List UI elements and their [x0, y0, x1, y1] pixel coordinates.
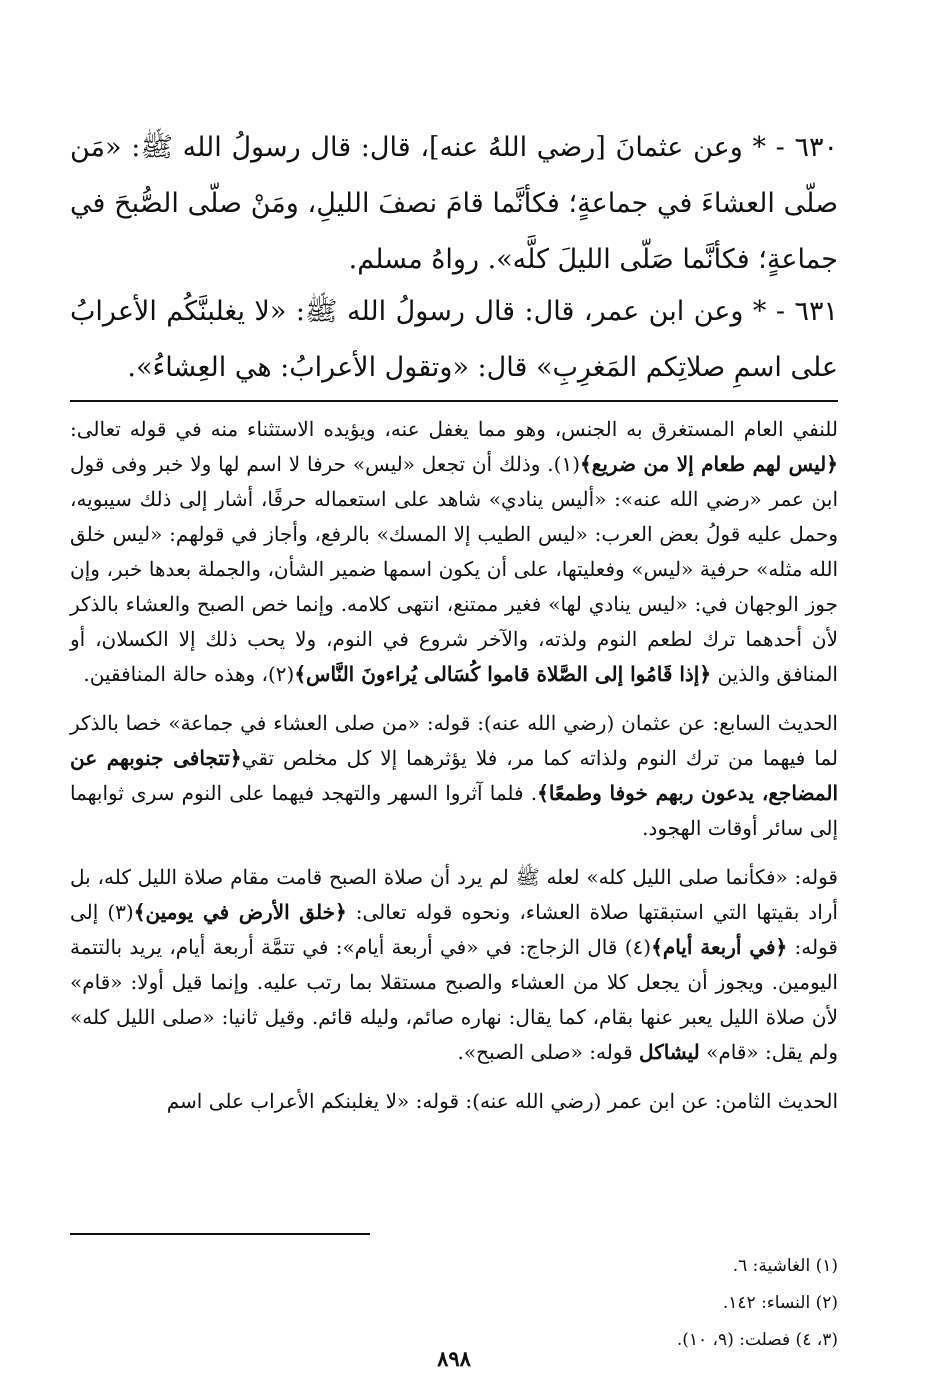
paragraph-text: الحديث الثامن: عن ابن عمر (رضي الله عنه): قوله: «لا يغلبنكم الأعراب على اسم: [166, 1089, 838, 1113]
quoted-text: ليشاكل: [639, 1040, 700, 1064]
paragraph-text: (٤) قال الزجاج: في «في أربعة أيام»: في تتمَّة أربعة أيام، يريد بالتتمة اليومين. ويجوز أن يجعل كلا من العشاء والصبح مستقلا بما رتب عليه. وإنما قيل أولا: «قام» لأن صلاة الليل يعبر عنها بقام، كما يقال: نهاره صائم، وليله قائم. وقيل ثانيا: «صلى الليل كله» ولم يقل: «قام»: [70, 935, 838, 1064]
quoted-text: ﴿تتجافى جنوبهم عن المضاجع، يدعون ربهم خوفا وطمعًا﴾: [70, 746, 838, 805]
quoted-text: ﴿في أربعة أيام﴾: [651, 935, 788, 959]
footnote-3: (٣، ٤) فصلت: (٩، ١٠).: [676, 1330, 838, 1350]
paragraph-text: (٢)، وهذه حالة المنافقين.: [83, 662, 295, 686]
commentary-paragraph: [70, 412, 838, 692]
footnote-2: (٢) النساء: ١٤٢.: [722, 1293, 838, 1313]
paragraph-text: قوله: «فكأنما صلى الليل كله» لعله ﷺ لم يرد أن صلاة الصبح قامت مقام صلاة الليل كله، بل أراد بقيتها التي استبقتها صلاة العشاء، ونحوه قوله تعالى:: [70, 865, 838, 924]
commentary-separator: [70, 400, 838, 402]
paragraph-text: (١). وذلك أن تجعل «ليس» حرفا لا اسم لها ولا خبر وفى قول ابن عمر «رضي الله عنه»: «أليس ينادي» شاهد على استعماله حرفًا، أشار إلى ذلك سيبويه، وحمل عليه قولُ بعض العرب: «ليس الطيب إلا المسك» بالرفع، وأجاز في قولهم: «ليس خلق الله مثله» حرفية «ليس» وفعليتها، على أن يكون اسمها ضمير الشأن، والجملة بعدها خبر، وإن جوز الوجهان في: «ليس ينادي لها» فغير ممتنع، انتهى كلامه. وإنما خص الصبح والعشاء بالذكر لأن أحدهما ترك لطعم النوم ولذته، والآخر شروع في النوم، ولا يحب ذلك إلا الكسلان، أو المنافق والذين: [70, 452, 838, 686]
paragraph-text: الحديث السابع: عن عثمان (رضي الله عنه): قوله: «من صلى العشاء في جماعة» خصا بالذكر لما فيهما من ترك النوم ولذاته كما مر، فلا يؤثرهما إلا كل مخلص تقي: [70, 711, 839, 770]
paragraph-text: قوله: «صلى الصبح».: [457, 1040, 640, 1064]
commentary-paragraph: [70, 706, 838, 846]
page-number: ٨٩٨: [437, 1346, 471, 1371]
paragraph-text: (٣) إلى قوله:: [70, 900, 838, 959]
footnote-separator: [70, 1233, 370, 1235]
page: [70, 0, 838, 1389]
footnotes: [70, 1248, 838, 1359]
footnote-1: (١) الغاشية: ٦.: [732, 1256, 838, 1276]
commentary-paragraph: [70, 1084, 838, 1119]
hadith-631: ٦٣١ - * وعن ابن عمر، قال: قال رسولُ الله ﷺ: «لا يغلبنَّكُم الأعرابُ على اسمِ صلاتِكم المَغرِبِ» قال: «وتقول الأعرابُ: هي العِشاءُ».: [70, 296, 838, 383]
paragraph-text: للنفي العام المستغرق به الجنس، وهو مما يغفل عنه، ويؤيده الاستثناء منه في قوله تعالى:: [70, 417, 838, 441]
hadith-630: ٦٣٠ - * وعن عثمانَ [رضي اللهُ عنه]، قال: قال رسولُ الله ﷺ: «مَن صلّى العشاءَ في جماعةٍ؛ فكأنَّما قامَ نصفَ الليلِ، ومَنْ صلّى الصُّبحَ في جماعةٍ؛ فكأنَّما صَلّى الليلَ كلَّه». رواهُ مسلم.: [70, 132, 838, 275]
commentary-paragraph: [70, 860, 838, 1070]
paragraph-text: . فلما آثروا السهر والتهجد فيهما على النوم سرى ثوابهما إلى سائر أوقات الهجود.: [70, 781, 838, 840]
commentary: [70, 412, 838, 1119]
quoted-text: ﴿ليس لهم طعام إلا من ضريع﴾: [580, 452, 838, 476]
quoted-text: ﴿إذا قَامُوا إلى الصَّلاة قاموا كُسَالى يُراءونَ النَّاس﴾: [294, 662, 712, 686]
quoted-text: ﴿خلق الأرض في يومين﴾: [133, 900, 347, 924]
